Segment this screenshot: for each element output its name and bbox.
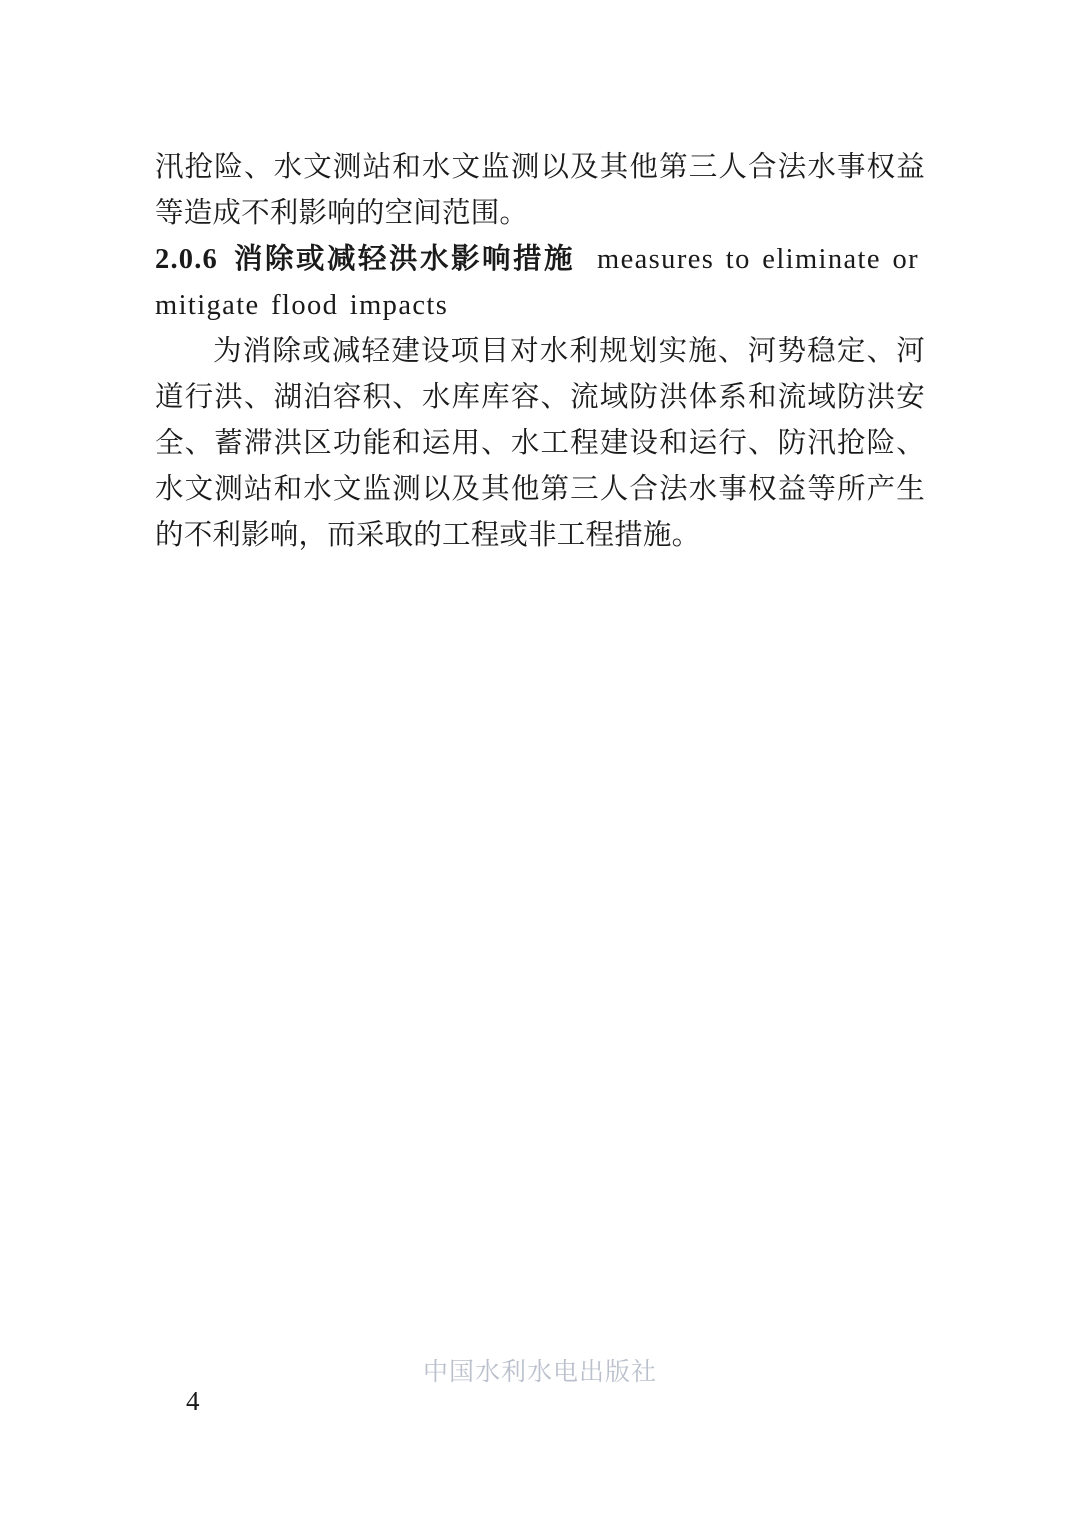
page-number: 4	[186, 1386, 200, 1416]
term-english-title-line2: mitigate flood impacts	[155, 290, 449, 321]
term-chinese-title: 消除或减轻洪水影响措施	[234, 244, 576, 275]
page-content	[155, 145, 925, 559]
continuation-paragraph: 汛抢险、水文测站和水文监测以及其他第三人合法水事权益等造成不利影响的空间范围。	[155, 152, 925, 229]
publisher-watermark: 中国水利水电出版社	[422, 1359, 657, 1386]
term-english-title-line1: measures to eliminate or	[597, 244, 919, 275]
term-entry	[155, 237, 925, 329]
term-number: 2.0.6	[155, 244, 218, 275]
definition-paragraph: 为消除或减轻建设项目对水利规划实施、河势稳定、河道行洪、湖泊容积、水库库容、流域防洪体系和流域防洪安全、蓄滞洪区功能和运用、水工程建设和运行、防汛抢险、水文测站和水文监测以及其他第三人合法水事权益等所产生的不利影响，而采取的工程或非工程措施。	[155, 336, 925, 551]
